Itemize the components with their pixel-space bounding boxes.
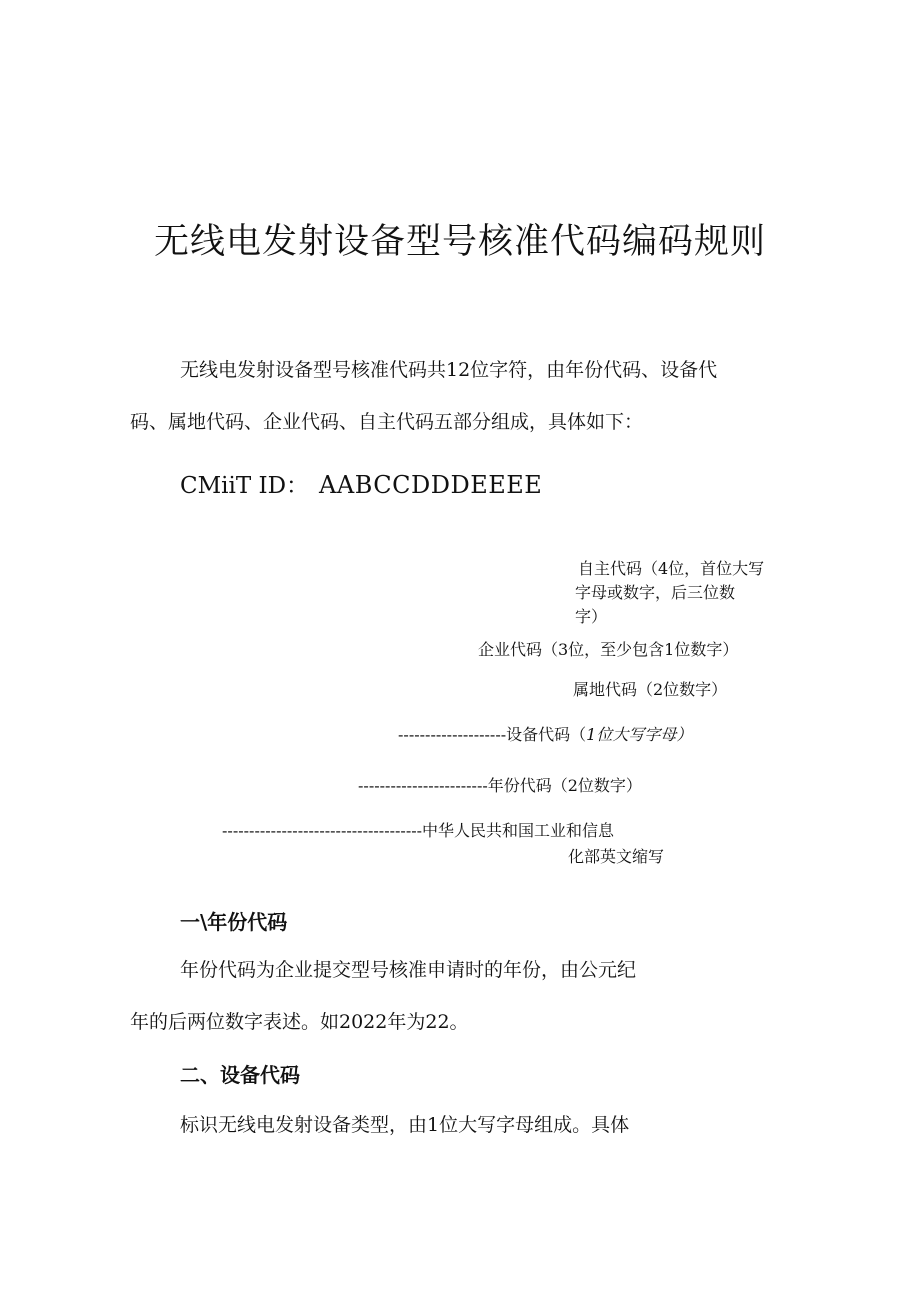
section-2-heading: 二、设备代码 — [180, 1063, 300, 1087]
intro-line-2: 码、属地代码、企业代码、自主代码五部分组成，具体如下： — [130, 411, 644, 433]
device-code-leader: -------------------- — [398, 725, 507, 744]
ministry-line-1: 中华人民共和国工业和信息 — [422, 821, 615, 840]
section-1-heading: 一\年份代码 — [180, 910, 288, 934]
code-value: AABCCDDDEEEE — [319, 471, 543, 499]
code-example — [180, 467, 542, 500]
ministry-leader: ------------------------------------- — [222, 821, 423, 840]
intro-line-1: 无线电发射设备型号核准代码共12位字符，由年份代码、设备代 — [180, 359, 718, 381]
year-code-label: 年份代码（2位数字） — [487, 776, 642, 795]
section-2-line-1: 标识无线电发射设备类型，由1位大写字母组成。具体 — [180, 1114, 630, 1136]
section-1-line-2: 年的后两位数字表述。如2022年为22。 — [130, 1011, 469, 1033]
year-code-note — [358, 773, 642, 796]
document-title: 无线电发射设备型号核准代码编码规则 — [153, 222, 766, 262]
device-code-note — [398, 722, 692, 745]
section-1-line-1: 年份代码为企业提交型号核准申请时的年份，由公元纪 — [180, 959, 637, 981]
enterprise-code-note: 企业代码（3位，至少包含1位数字） — [478, 640, 739, 659]
self-code-line-1: 自主代码（4位，首位大写 — [578, 559, 765, 578]
code-label: CMiiT ID： — [180, 473, 310, 499]
self-code-line-2: 字母或数字，后三位数 — [575, 583, 736, 602]
device-code-detail: 1位大写字母） — [586, 725, 693, 744]
self-code-line-3: 字） — [575, 607, 608, 626]
region-code-note: 属地代码（2位数字） — [573, 680, 728, 699]
ministry-line-2: 化部英文缩写 — [568, 847, 665, 866]
year-code-leader: ------------------------ — [358, 776, 488, 795]
ministry-note — [222, 818, 614, 841]
device-code-label: 设备代码（ — [506, 725, 587, 744]
